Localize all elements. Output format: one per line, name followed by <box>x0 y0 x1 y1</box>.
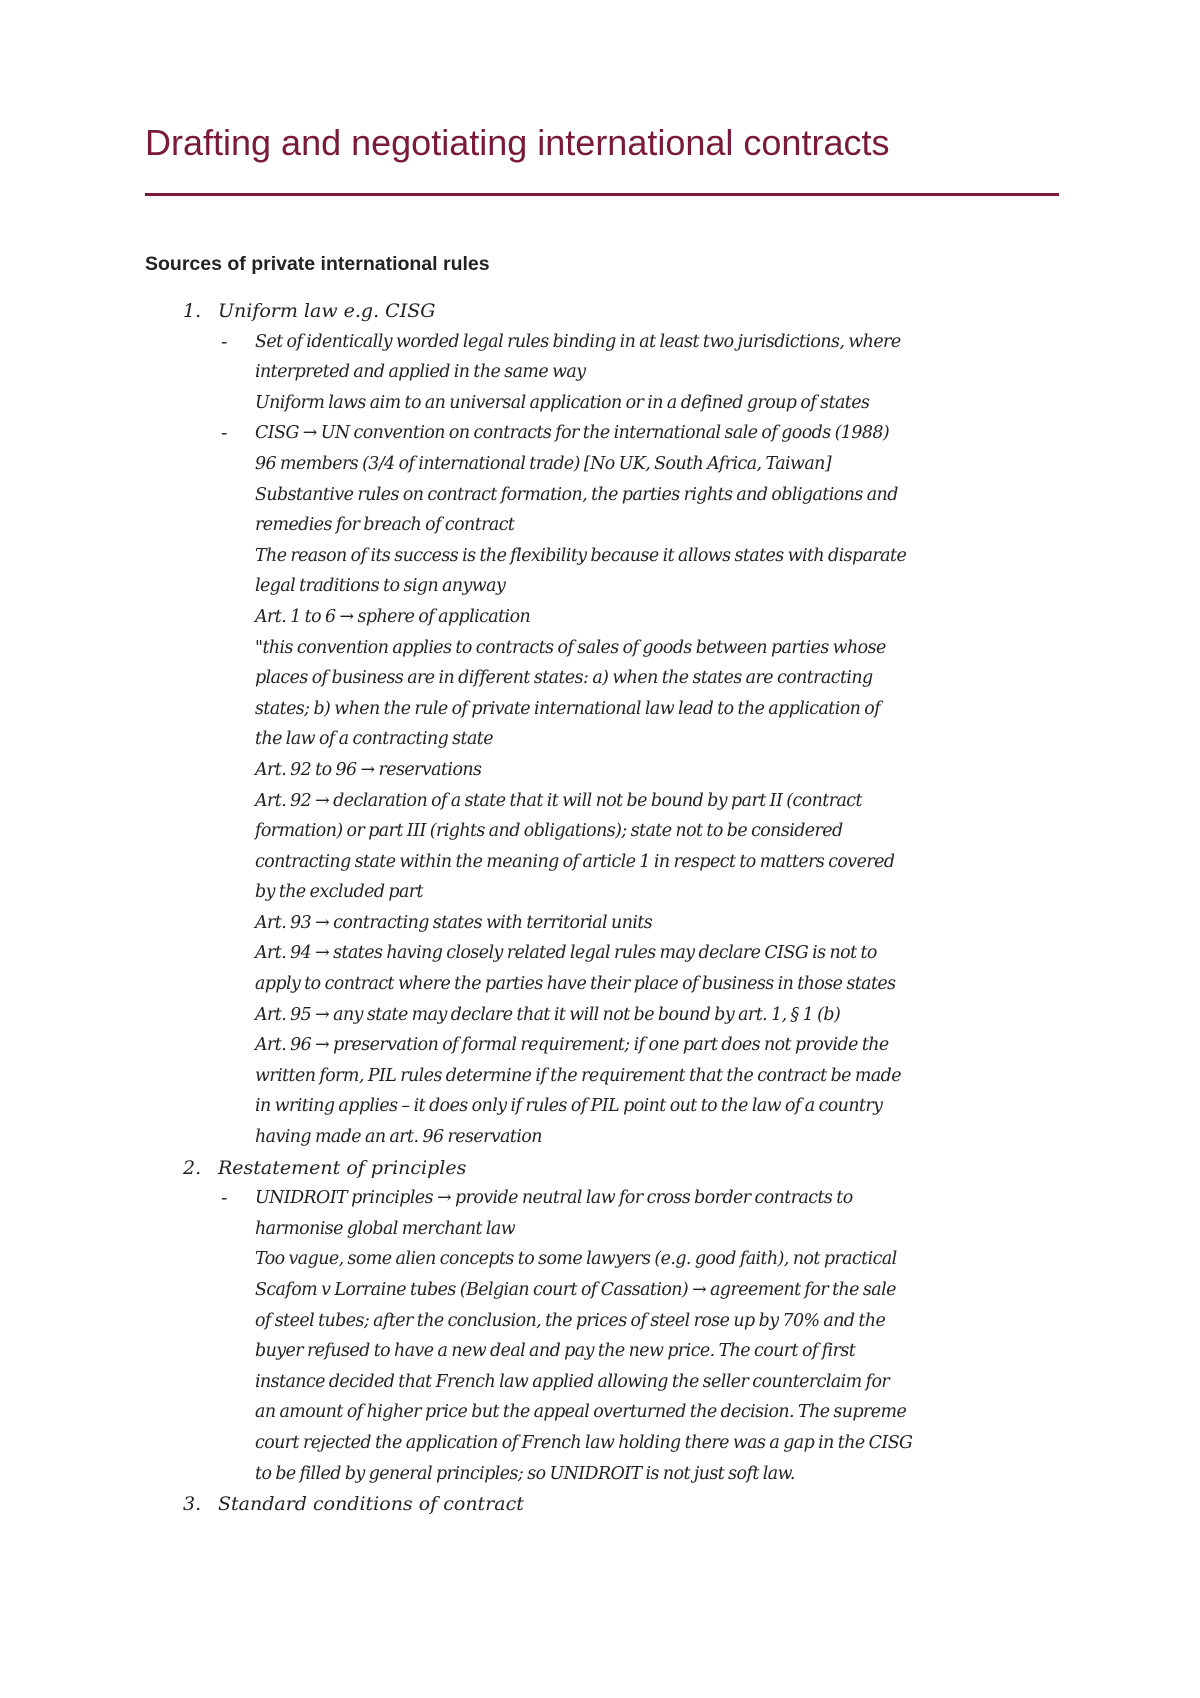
dash-bullet: - <box>221 1187 228 1210</box>
text-line: interpreted and applied in the same way <box>255 362 586 383</box>
text-line: by the excluded part <box>255 882 423 903</box>
text-line: contracting state within the meaning of article 1 in respect to matters covered <box>255 851 895 872</box>
text-line: Art. 93 → contracting states with territorial units <box>255 912 653 933</box>
numbered-list <box>0 296 1200 1520</box>
list-item <box>0 1489 1200 1520</box>
text-line: The reason of its success is the flexibility because it allows states with disparate <box>255 545 907 566</box>
text-line: apply to contract where the parties have their place of business in those states <box>255 974 896 995</box>
section-heading: Sources of private international rules <box>145 253 490 275</box>
text-line: in writing applies – it does only if rules of PIL point out to the law of a country <box>255 1096 883 1117</box>
dash-bullet: - <box>221 330 228 353</box>
text-line: 96 members (3/4 of international trade) [No UK, South Africa, Taiwan] <box>255 453 832 474</box>
text-line: having made an art. 96 reservation <box>255 1127 542 1148</box>
text-line: states; b) when the rule of private international law lead to the application of <box>255 698 881 719</box>
list-item <box>0 296 1200 1153</box>
text-line: buyer refused to have a new deal and pay the new price. The court of first <box>255 1341 856 1362</box>
list-item-number: 3. <box>183 1493 202 1516</box>
text-line: harmonise global merchant law <box>255 1218 516 1239</box>
text-line: Art. 94 → states having closely related legal rules may declare CISG is not to <box>255 943 877 964</box>
sub-item <box>0 418 1200 1152</box>
dash-bullet: - <box>221 422 228 445</box>
text-line: Art. 92 to 96 → reservations <box>255 759 482 780</box>
text-line: the law of a contracting state <box>255 729 493 750</box>
text-line: legal traditions to sign anyway <box>255 576 506 597</box>
text-line: places of business are in different states: a) when the states are contracting <box>255 668 873 689</box>
sub-item <box>0 1183 1200 1489</box>
text-line: formation) or part III (rights and obligations); state not to be considered <box>255 821 843 842</box>
text-line: court rejected the application of French law holding there was a gap in the CISG <box>255 1432 913 1453</box>
text-line: remedies for breach of contract <box>255 515 515 536</box>
text-line: Uniform laws aim to an universal application or in a defined group of states <box>255 392 870 413</box>
list-item <box>0 1153 1200 1490</box>
text-line: of steel tubes; after the conclusion, the prices of steel rose up by 70% and the <box>255 1310 886 1331</box>
list-item-title: Standard conditions of contract <box>218 1493 524 1516</box>
text-line: Substantive rules on contract formation, the parties rights and obligations and <box>255 484 898 505</box>
text-line: CISG → UN convention on contracts for the international sale of goods (1988) <box>255 423 890 444</box>
list-item-number: 2. <box>183 1156 202 1179</box>
text-line: Scafom v Lorraine tubes (Belgian court of Cassation) → agreement for the sale <box>255 1280 896 1300</box>
list-item-title: Uniform law e.g. CISG <box>218 300 436 322</box>
text-line: written form, PIL rules determine if the requirement that the contract be made <box>255 1065 901 1086</box>
text-line: UNIDROIT principles → provide neutral law for cross border contracts to <box>255 1188 853 1209</box>
text-line: Art. 92 → declaration of a state that it will not be bound by part II (contract <box>255 790 862 811</box>
document-title: Drafting and negotiating international contracts <box>145 122 890 163</box>
title-divider <box>145 193 1059 196</box>
text-line: to be filled by general principles; so UNIDROIT is not just soft law. <box>255 1463 795 1484</box>
sub-item <box>0 327 1200 419</box>
text-line: Too vague, some alien concepts to some lawyers (e.g. good faith), not practical <box>255 1249 897 1270</box>
list-item-title: Restatement of principles <box>218 1156 467 1179</box>
text-line: Set of identically worded legal rules binding in at least two jurisdictions, where <box>255 331 901 352</box>
list-item-number: 1. <box>183 300 202 322</box>
text-line: Art. 95 → any state may declare that it will not be bound by art. 1, § 1 (b) <box>255 1004 841 1025</box>
text-line: "this convention applies to contracts of sales of goods between parties whose <box>255 637 886 658</box>
text-line: Art. 96 → preservation of formal requirement; if one part does not provide the <box>255 1035 889 1056</box>
text-line: an amount of higher price but the appeal overturned the decision. The supreme <box>255 1402 907 1423</box>
text-line: instance decided that French law applied allowing the seller counterclaim for <box>255 1371 890 1392</box>
text-line: Art. 1 to 6 → sphere of application <box>255 606 531 627</box>
